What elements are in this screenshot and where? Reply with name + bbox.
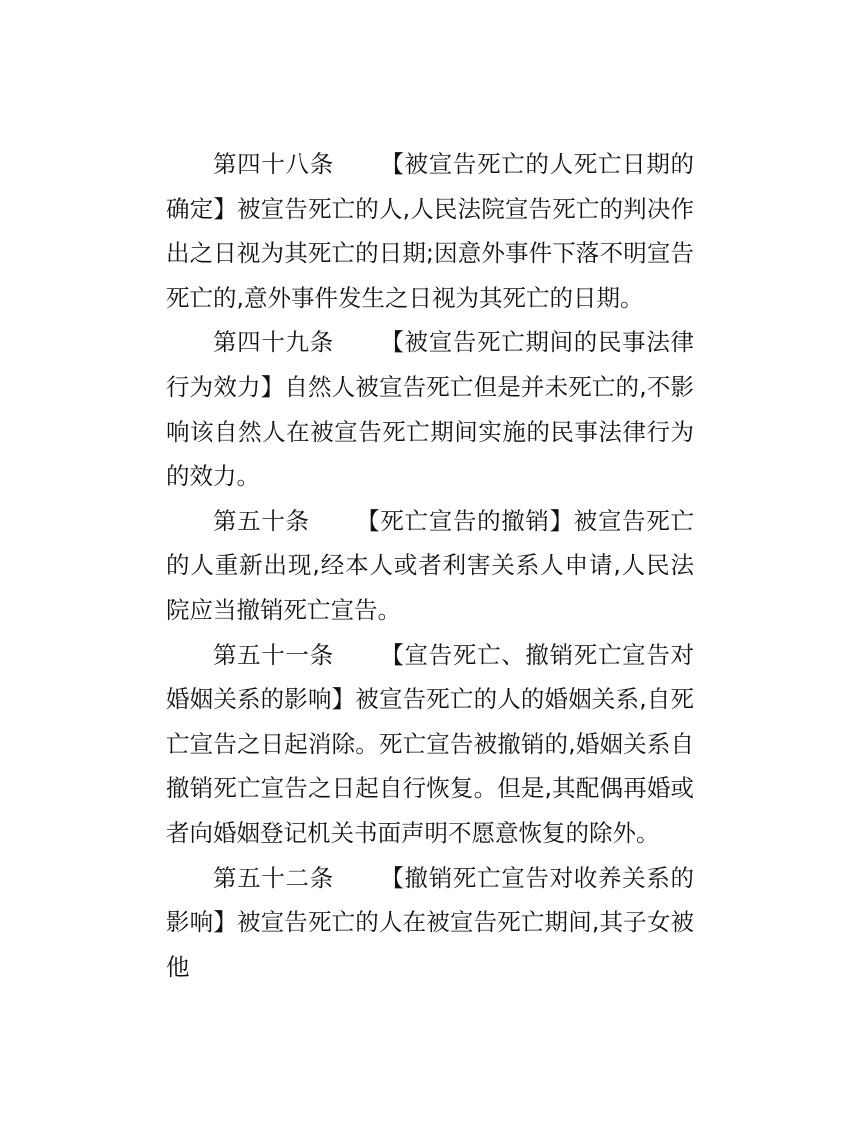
article-heading: 【撤销死亡宣告对收养关系的影响】	[166, 863, 695, 937]
article-number: 第四十九条	[213, 328, 334, 357]
article-text: 被宣告死亡的人的婚姻关系,自死亡宣告之日起消除。死亡宣告被撤销的,婚姻关系自撤销死亡宣告之日起自行恢复。但是,其配偶再婚或者向婚姻登记机关书面声明不愿意恢复的除外。	[166, 685, 694, 847]
article-number: 第五十一条	[213, 640, 334, 669]
article-heading: 【宣告死亡、撤销死亡宣告对婚姻关系的影响】	[166, 640, 695, 714]
article-text: 被宣告死亡的人重新出现,经本人或者利害关系人申请,人民法院应当撤销死亡宣告。	[166, 506, 695, 624]
article-50	[166, 499, 694, 633]
document-body	[166, 142, 694, 989]
article-49	[166, 320, 694, 498]
article-number: 第四十八条	[213, 150, 334, 178]
article-48	[166, 142, 694, 320]
article-heading: 【被宣告死亡期间的民事法律行为效力】	[166, 328, 695, 401]
article-heading: 【死亡宣告的撤销】	[356, 506, 574, 535]
article-text: 自然人被宣告死亡但是并未死亡的,不影响该自然人在被宣告死亡期间实施的民事法律行为的效力。	[166, 372, 694, 491]
article-number: 第五十二条	[213, 863, 334, 892]
article-number: 第五十条	[213, 506, 310, 535]
article-52	[166, 856, 694, 990]
article-text: 被宣告死亡的人在被宣告死亡期间,其子女被他	[166, 908, 694, 981]
article-text: 被宣告死亡的人,人民法院宣告死亡的判决作出之日视为其死亡的日期;因意外事件下落不明宣告死亡的,意外事件发生之日视为其死亡的日期。	[166, 194, 694, 312]
article-heading: 【被宣告死亡的人死亡日期的确定】	[166, 150, 695, 223]
article-51	[166, 633, 694, 856]
